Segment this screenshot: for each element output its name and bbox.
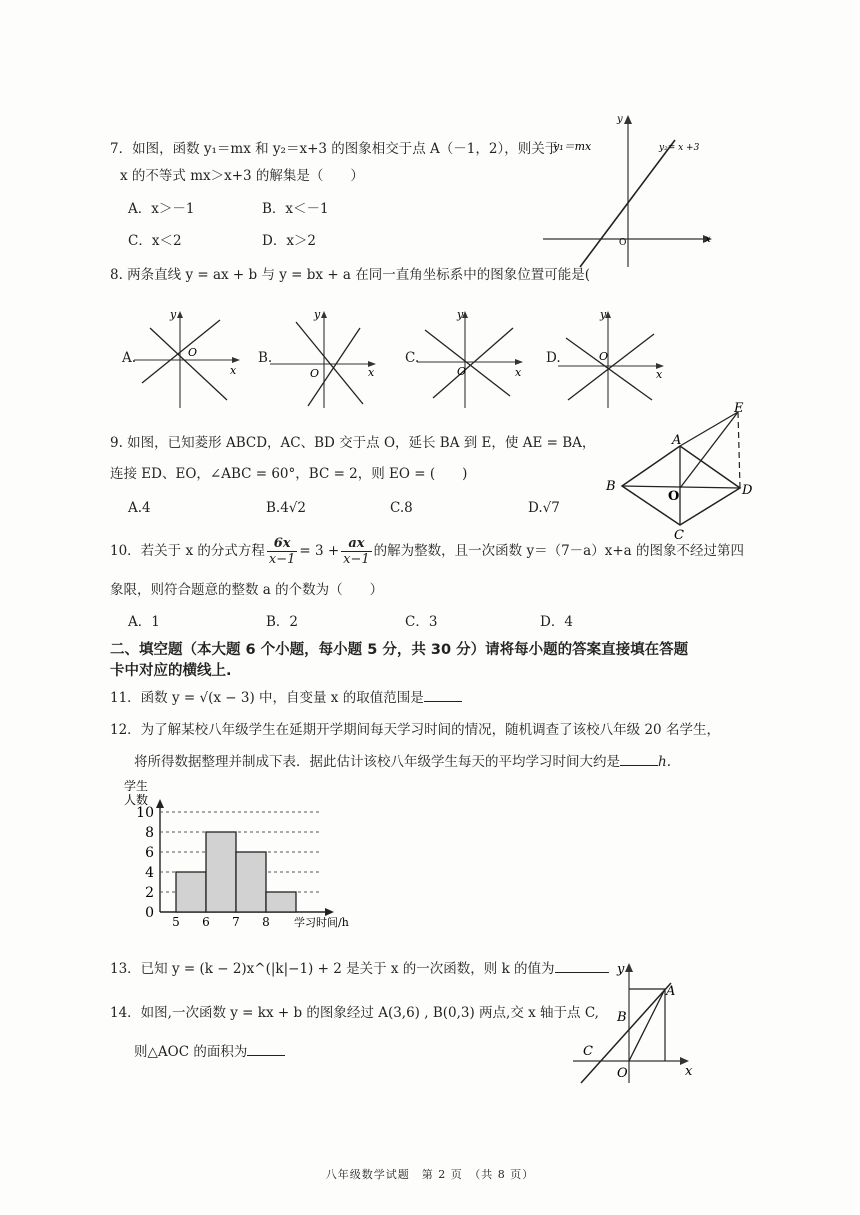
q7-fig-label-y1: y₁＝mx bbox=[553, 140, 592, 153]
q14-fig-o: O bbox=[617, 1066, 628, 1081]
q11-text bbox=[110, 686, 462, 706]
q10-frac1-num: 6x bbox=[267, 536, 298, 552]
q7-fig-y: y bbox=[617, 114, 623, 125]
q8-option-d: D. bbox=[546, 350, 561, 366]
chart-ylabel-line1: 学生 bbox=[124, 779, 149, 793]
chart-ytick-label: 8 bbox=[145, 825, 154, 841]
q14-fig-a: A bbox=[666, 984, 676, 999]
q8-d-axis-y: y bbox=[600, 308, 607, 321]
q7-fig-label-y2: y₂= x +3 bbox=[659, 143, 700, 153]
q8-d-axis-x: x bbox=[656, 368, 663, 381]
chart-xtick-label: 6 bbox=[202, 915, 210, 929]
q14-line1: 14．如图,一次函数 y = kx + b 的图象经过 A(3,6) , B(0,3) 两点,交 x 轴于点 C, bbox=[110, 1005, 599, 1021]
q14-figure bbox=[565, 955, 705, 1087]
chart-ylabel-line2: 人数 bbox=[124, 793, 149, 807]
q9-point-a: A bbox=[672, 433, 682, 448]
q13-text bbox=[110, 957, 609, 977]
q11-answer-blank[interactable] bbox=[424, 689, 462, 702]
q12-histogram bbox=[120, 775, 380, 935]
q12-answer-blank[interactable] bbox=[620, 753, 658, 766]
q8-graph-a bbox=[132, 308, 244, 410]
chart-ytick-label: 2 bbox=[145, 885, 154, 901]
q8-b-origin: O bbox=[310, 367, 320, 380]
q10-frac2-num: ax bbox=[341, 536, 372, 552]
q10-option-b: B．2 bbox=[266, 614, 299, 630]
q8-graph-b bbox=[268, 308, 380, 410]
q9-line2: 连接 ED、EO，∠ABC = 60°，BC = 2，则 EO = ( ) bbox=[110, 466, 468, 482]
q8-a-origin: O bbox=[188, 346, 198, 359]
q8-c-axis-x: x bbox=[515, 366, 522, 379]
q9-point-o: O bbox=[668, 489, 680, 504]
q7-fig-origin: O bbox=[619, 238, 627, 248]
chart-ytick-label: 0 bbox=[145, 905, 154, 921]
chart-xtick-label: 8 bbox=[262, 915, 270, 929]
q7-line2: x 的不等式 mx＞x+3 的解集是（ ） bbox=[120, 168, 364, 184]
chart-ytick-label: 4 bbox=[145, 865, 154, 881]
q8-stem: 8. 两条直线 y = ax + b 与 y = bx + a 在同一直角坐标系中的图象位置可能是( bbox=[110, 267, 591, 283]
q7-option-b: B．x＜－1 bbox=[262, 201, 329, 217]
q10-option-c: C．3 bbox=[405, 614, 438, 630]
q7-option-c: C．x＜2 bbox=[128, 233, 182, 249]
chart-bar-7 bbox=[236, 852, 266, 912]
q7-option-d: D．x＞2 bbox=[262, 233, 317, 249]
q10-fraction-1 bbox=[267, 536, 298, 567]
q9-point-d: D bbox=[742, 483, 753, 498]
q9-point-e: E bbox=[734, 401, 744, 416]
chart-ytick-label: 10 bbox=[136, 805, 154, 821]
q7-fig-x: x bbox=[705, 234, 711, 245]
q10-prefix: 10．若关于 x 的分式方程 bbox=[110, 543, 265, 559]
q7-line1: 7．如图，函数 y₁＝mx 和 y₂＝x+3 的图象相交于点 A（－1，2），则关于 bbox=[110, 141, 559, 157]
chart-ytick-label: 6 bbox=[145, 845, 154, 861]
q8-a-axis-y: y bbox=[170, 308, 177, 321]
q10-suffix: 的解为整数，且一次函数 y＝（7－a）x+a 的图象不经过第四 bbox=[373, 543, 744, 559]
chart-xlabel: 学习时间/h bbox=[294, 916, 349, 929]
q7-figure bbox=[535, 112, 725, 272]
q8-option-a: A. bbox=[122, 350, 137, 366]
q7-option-a: A．x＞－1 bbox=[128, 201, 195, 217]
q10-frac1-den: x−1 bbox=[268, 552, 296, 567]
q9-point-c: C bbox=[674, 528, 684, 542]
q12-line1: 12．为了解某校八年级学生在延期开学期间每天学习时间的情况，随机调查了该校八年级 20 名学生， bbox=[110, 722, 720, 738]
q14-answer-blank[interactable] bbox=[247, 1043, 285, 1056]
q10-option-a: A．1 bbox=[128, 614, 160, 630]
chart-bar-5 bbox=[176, 872, 206, 912]
q14-fig-y: y bbox=[617, 962, 625, 977]
chart-xtick-label: 7 bbox=[232, 915, 240, 929]
q14-fig-x: x bbox=[685, 1064, 693, 1079]
q8-graph-c bbox=[415, 308, 527, 410]
q10-option-d: D．4 bbox=[540, 614, 573, 630]
q10-mid: = 3 + bbox=[299, 543, 340, 559]
q8-option-c: C. bbox=[405, 350, 420, 366]
q10-line2: 象限，则符合题意的整数 a 的个数为（ ） bbox=[110, 582, 384, 598]
chart-xtick-label: 5 bbox=[172, 915, 180, 929]
chart-bar-6 bbox=[206, 832, 236, 912]
q8-d-origin: O bbox=[599, 350, 609, 363]
q10-line1 bbox=[110, 536, 744, 567]
q8-b-axis-x: x bbox=[368, 366, 375, 379]
q14-fig-b: B bbox=[617, 1010, 627, 1025]
q8-b-axis-y: y bbox=[314, 308, 321, 321]
section-2-heading-line2: 卡中对应的横线上. bbox=[110, 663, 232, 679]
q14-fig-c: C bbox=[583, 1044, 593, 1059]
q9-option-c: C.8 bbox=[390, 500, 413, 516]
q9-line1: 9. 如图，已知菱形 ABCD，AC、BD 交于点 O，延长 BA 到 E，使 AE = BA， bbox=[110, 435, 596, 451]
q11-question: 11．函数 y = √(x − 3) 中，自变量 x 的取值范围是 bbox=[110, 690, 424, 706]
q9-option-d: D.√7 bbox=[528, 500, 560, 516]
q13-question: 13．已知 y = (k − 2)x^(|k|−1) + 2 是关于 x 的一次函数，则 k 的值为 bbox=[110, 961, 555, 977]
q8-c-axis-y: y bbox=[457, 308, 464, 321]
q12-question: 将所得数据整理并制成下表．据此估计该校八年级学生每天的平均学习时间大约是 bbox=[134, 754, 620, 770]
q8-c-origin: O bbox=[457, 365, 467, 378]
q9-point-b: B bbox=[606, 479, 616, 494]
q10-frac2-den: x−1 bbox=[343, 552, 370, 567]
q12-unit: h. bbox=[658, 754, 671, 770]
section-2-heading-line1: 二、填空题（本大题 6 个小题，每小题 5 分，共 30 分）请将每小题的答案直接填在答题 bbox=[110, 642, 689, 658]
q9-option-a: A.4 bbox=[128, 500, 151, 516]
q9-option-b: B.4√2 bbox=[266, 500, 306, 516]
q12-line2 bbox=[134, 750, 671, 770]
chart-bar-8 bbox=[266, 892, 296, 912]
q8-option-b: B. bbox=[258, 350, 273, 366]
q14-question: 则△AOC 的面积为 bbox=[134, 1044, 248, 1060]
page-footer: 八年级数学试题 第 2 页 （共 8 页） bbox=[325, 1168, 535, 1181]
q10-fraction-2 bbox=[341, 536, 372, 567]
q8-graph-d bbox=[556, 308, 668, 410]
q9-rhombus-figure bbox=[600, 400, 760, 542]
q8-a-axis-x: x bbox=[230, 364, 237, 377]
q14-line2 bbox=[134, 1040, 285, 1060]
